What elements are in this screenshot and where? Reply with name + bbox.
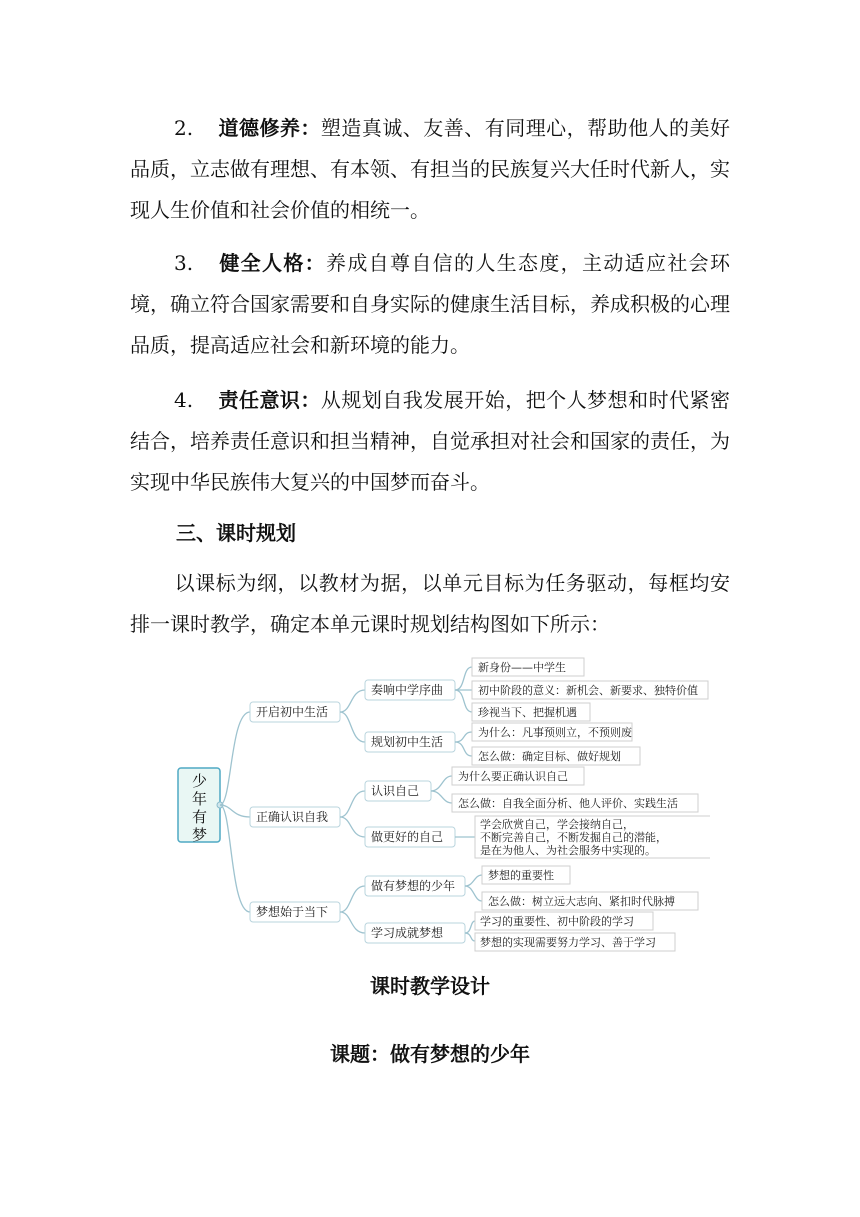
sub-branch-label: 规划初中生活 <box>371 735 444 749</box>
branch-label: 开启初中生活 <box>256 705 329 719</box>
design-title: 课时教学设计 <box>370 974 490 998</box>
leaf-text: 为什么要正确认识自己 <box>458 770 568 783</box>
item-text: 养成自尊自信的人生态度，主动适应社会环境，确立符合国家需要和自身实际的健康生活目标，养成积极的心理品质，提高适应社会和新环境的能力。 <box>130 251 730 357</box>
leaf-text: 为什么：凡事预则立，不预则废 <box>478 726 632 739</box>
sub-branch-label: 做有梦想的少年 <box>371 879 456 893</box>
leaf-text: 怎么做：树立远大志向、紧扣时代脉搏 <box>488 895 675 908</box>
item-term: 健全人格： <box>218 251 326 275</box>
item-number: 4. <box>174 388 194 412</box>
item-term: 责任意识： <box>218 388 321 412</box>
branch-label: 梦想始于当下 <box>256 905 329 919</box>
leaf-text: 怎么做：确定目标、做好规划 <box>478 750 621 763</box>
item-text: 塑造真诚、友善、有同理心，帮助他人的美好品质，立志做有理想、有本领、有担当的民族复兴大任时代新人，实现人生价值和社会价值的相统一。 <box>130 116 731 222</box>
leaf-text-line: 学会欣赏自己，学会接纳自己， <box>480 818 634 831</box>
leaf-text: 梦想的重要性 <box>488 869 554 882</box>
sub-branch-label: 做更好的自己 <box>371 830 444 844</box>
paragraph-item-3 <box>130 243 730 366</box>
intro-text: 以课标为纲，以教材为据，以单元目标为任务驱动，每框均安排一课时教学，确定本单元课时规划结构图如下所示： <box>130 571 730 636</box>
leaf-text: 怎么做：自我全面分析、他人评价、实践生活 <box>458 797 678 810</box>
leaf-text-line: 不断完善自己，不断发掘自己的潜能， <box>480 831 667 844</box>
root-char: 有 <box>192 808 208 826</box>
leaf-text-line: 是在为他人、为社会服务中实现的。 <box>480 844 656 857</box>
item-number: 2. <box>174 116 194 140</box>
leaf-text: 新身份——中学生 <box>478 661 566 674</box>
paragraph-item-4 <box>130 380 730 503</box>
lesson-title: 课题：做有梦想的少年 <box>330 1042 530 1066</box>
leaf-text: 珍视当下、把握机遇 <box>478 706 577 719</box>
leaf-text: 梦想的实现需要努力学习、善于学习 <box>480 936 656 949</box>
paragraph-item-2 <box>130 108 730 231</box>
lesson-plan-mindmap <box>170 650 710 955</box>
branch-label: 正确认识自我 <box>256 810 329 824</box>
sub-branch-label: 奏响中学序曲 <box>371 683 444 697</box>
leaf-text: 学习的重要性、初中阶段的学习 <box>480 915 634 928</box>
root-char: 年 <box>192 790 208 808</box>
section-heading: 三、课时规划 <box>176 521 296 545</box>
intro-paragraph <box>130 563 730 645</box>
item-number: 3. <box>174 251 194 275</box>
leaf-text: 初中阶段的意义：新机会、新要求、独特价值 <box>478 684 698 697</box>
sub-branch-label: 学习成就梦想 <box>371 926 444 940</box>
sub-branch-label: 认识自己 <box>371 784 420 798</box>
item-text: 从规划自我发展开始，把个人梦想和时代紧密结合，培养责任意识和担当精神，自觉承担对社会和国家的责任，为实现中华民族伟大复兴的中国梦而奋斗。 <box>130 388 731 494</box>
item-term: 道德修养： <box>218 116 321 140</box>
root-char: 少 <box>192 772 208 790</box>
root-char: 梦 <box>192 826 208 844</box>
